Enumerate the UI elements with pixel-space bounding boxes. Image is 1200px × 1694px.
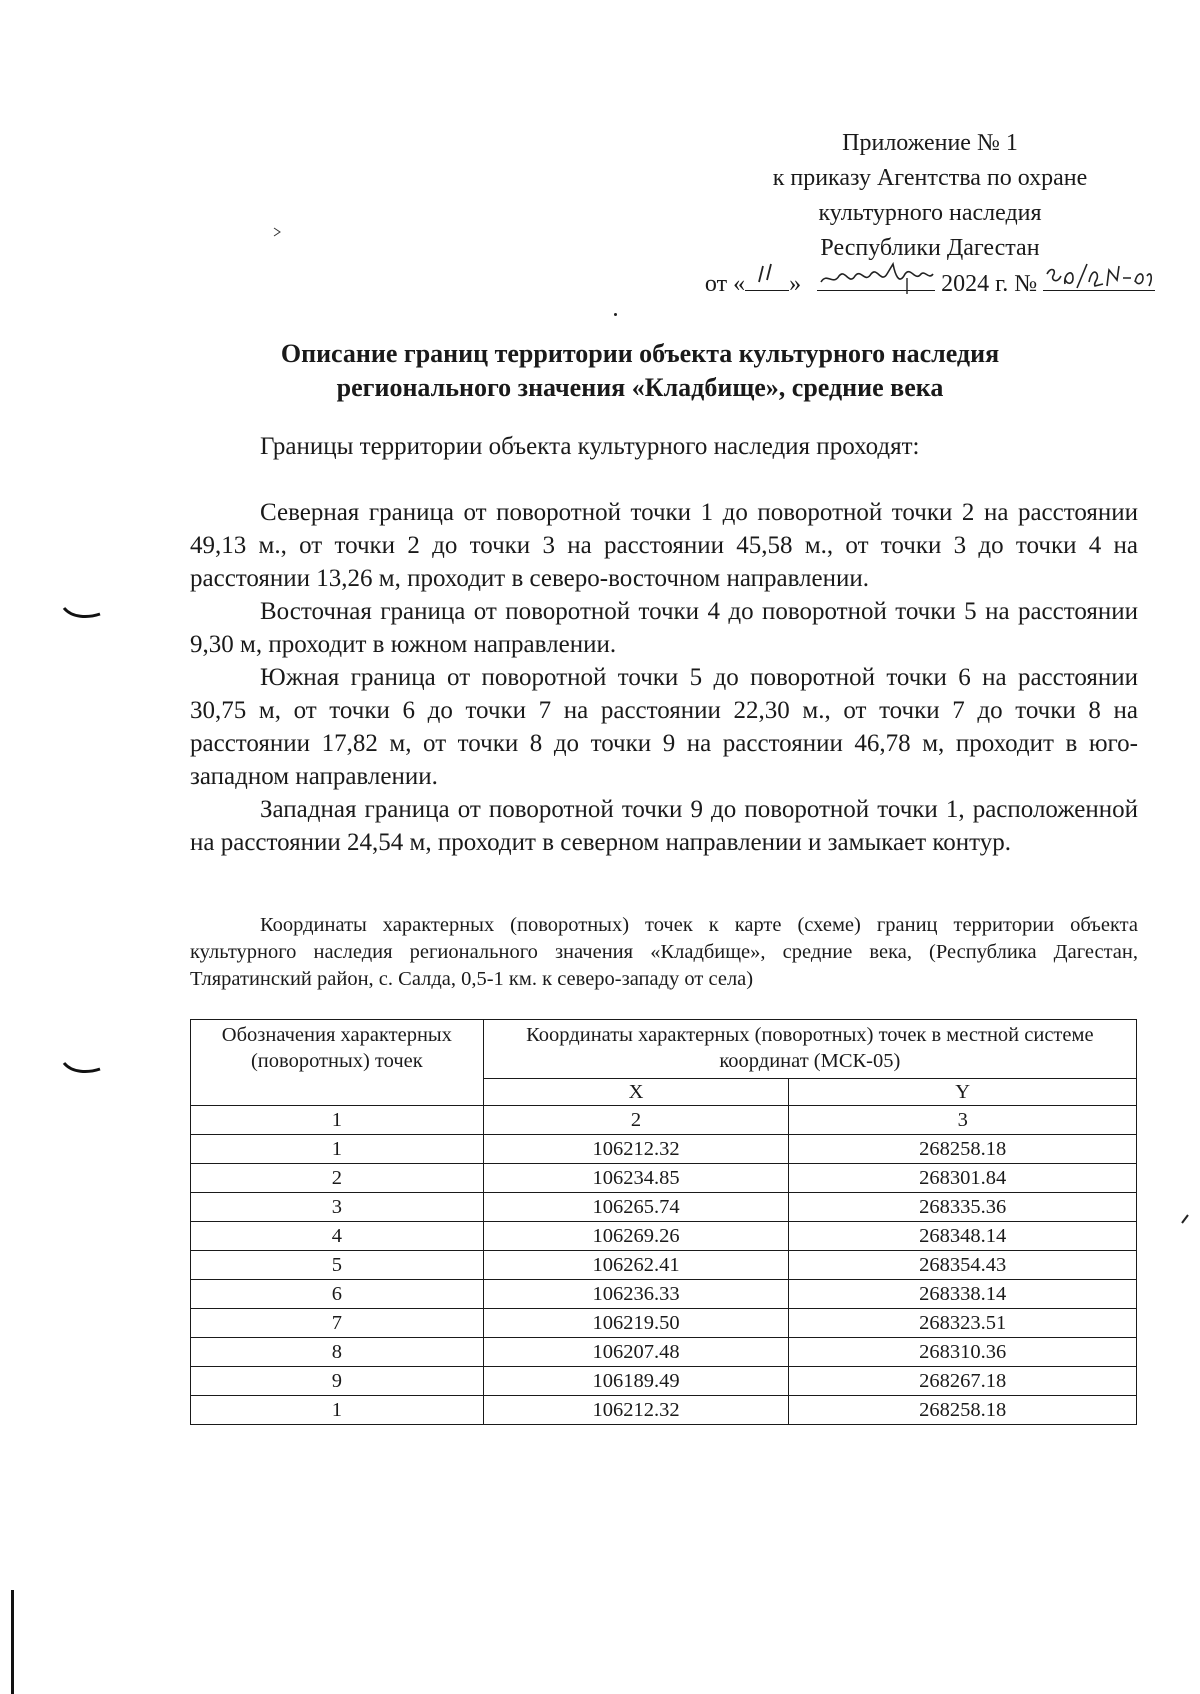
appendix-line-order: к приказу Агентства по охране [772,165,1088,191]
appendix-header [700,126,1160,302]
scan-speck [272,226,284,240]
point-cell: 7 [191,1309,484,1338]
document-title [190,337,1090,405]
handwritten-order-number [1043,266,1155,291]
x-cell: 106265.74 [483,1193,789,1222]
coordinates-caption: Координаты характерных (поворотных) точек к карте (схеме) границ территории объекта культурного наследия регионального значения «Кладбище», средние века, (Республика Дагестан, Тляратинский район, с. Салда, 0,5-1 км. к северо-западу от села) [190,914,1138,990]
title-line-1: Описание границ территории объекта культурного наследия [280,339,1000,368]
point-cell: 8 [191,1338,484,1367]
index-cell: 3 [789,1106,1137,1135]
header-y: Y [789,1079,1137,1106]
table-row [191,1396,1137,1425]
x-cell: 106189.49 [483,1367,789,1396]
x-cell: 106207.48 [483,1338,789,1367]
table-row [191,1164,1137,1193]
y-cell: 268310.36 [789,1338,1137,1367]
appendix-line-republic: Республики Дагестан [820,235,1040,261]
y-cell: 268354.43 [789,1251,1137,1280]
y-cell: 268258.18 [789,1135,1137,1164]
scan-speck [614,313,617,316]
appendix-number: Приложение № 1 [842,130,1018,156]
date-day-suffix: » [789,271,802,297]
handwritten-month [817,266,935,291]
date-year-number-label: 2024 г. № [941,271,1038,297]
title-line-2: регионального значения «Кладбище», средние века [336,373,944,402]
point-cell: 1 [191,1396,484,1425]
order-date-line [700,266,1160,302]
index-cell: 2 [483,1106,789,1135]
y-cell: 268348.14 [789,1222,1137,1251]
table-row [191,1338,1137,1367]
point-cell: 2 [191,1164,484,1193]
boundary-description [190,496,1138,859]
x-cell: 106234.85 [483,1164,789,1193]
header-x: X [483,1079,789,1106]
y-cell: 268338.14 [789,1280,1137,1309]
point-cell: 6 [191,1280,484,1309]
scan-speck [1180,1213,1190,1225]
north-boundary-paragraph: Северная граница от поворотной точки 1 до поворотной точки 2 на расстоянии 49,13 м., от точки 2 до точки 3 на расстоянии 45,58 м., от точки 3 до точки 4 на расстоянии 13,26 м, проходит в северо-восточном направлении. [190,499,1138,592]
point-cell: 4 [191,1222,484,1251]
y-cell: 268323.51 [789,1309,1137,1338]
table-row [191,1367,1137,1396]
point-cell: 5 [191,1251,484,1280]
header-point-designation: Обозначения характерных (поворотных) точек [191,1020,484,1106]
east-boundary-paragraph: Восточная граница от поворотной точки 4 до поворотной точки 5 на расстоянии 9,30 м, проходит в южном направлении. [190,598,1138,658]
y-cell: 268335.36 [789,1193,1137,1222]
point-cell: 9 [191,1367,484,1396]
x-cell: 106236.33 [483,1280,789,1309]
y-cell: 268258.18 [789,1396,1137,1425]
table-index-row [191,1106,1137,1135]
table-row [191,1135,1137,1164]
x-cell: 106269.26 [483,1222,789,1251]
x-cell: 106212.32 [483,1135,789,1164]
x-cell: 106212.32 [483,1396,789,1425]
date-prefix: от « [704,271,746,297]
table-row [191,1280,1137,1309]
scan-mark-hole-shadow [62,606,102,620]
table-header-row [191,1020,1137,1079]
scan-edge-line [11,1590,14,1694]
appendix-line-heritage: культурного наследия [818,200,1042,226]
table-row [191,1222,1137,1251]
lead-sentence: Границы территории объекта культурного наследия проходят: [260,433,920,460]
y-cell: 268267.18 [789,1367,1137,1396]
header-coordinates: Координаты характерных (поворотных) точек в местной системе координат (МСК-05) [483,1020,1136,1079]
point-cell: 1 [191,1135,484,1164]
table-row [191,1251,1137,1280]
south-boundary-paragraph: Южная граница от поворотной точки 5 до поворотной точки 6 на расстоянии 30,75 м, от точки 6 до точки 7 на расстоянии 22,30 м., от точки 7 до точки 8 на расстоянии 17,82 м, от точки 8 до точки 9 на расстоянии 46,78 м, проходит в юго-западном направлении. [190,664,1138,790]
table-row [191,1193,1137,1222]
x-cell: 106219.50 [483,1309,789,1338]
point-cell: 3 [191,1193,484,1222]
scan-mark-hole-shadow [62,1061,102,1075]
handwritten-day [745,266,789,291]
table-row [191,1309,1137,1338]
x-cell: 106262.41 [483,1251,789,1280]
coordinates-table [190,1019,1137,1425]
y-cell: 268301.84 [789,1164,1137,1193]
west-boundary-paragraph: Западная граница от поворотной точки 9 до поворотной точки 1, расположенной на расстоянии 24,54 м, проходит в северном направлении и замыкает контур. [190,796,1138,856]
index-cell: 1 [191,1106,484,1135]
